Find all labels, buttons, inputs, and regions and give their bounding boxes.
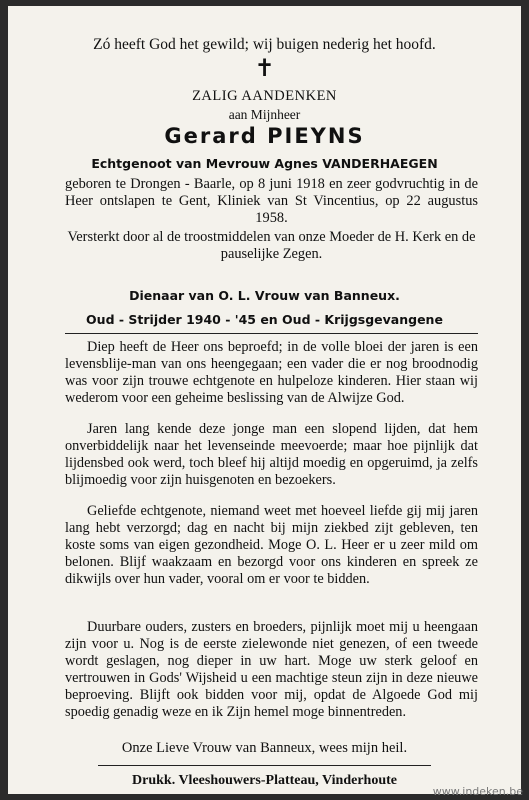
addressee-line: aan Mijnheer: [228, 107, 301, 122]
sacraments-text: Versterkt door al de troostmiddelen van onze Moeder de H. Kerk en de pauselijke Zegen.: [67, 229, 476, 262]
header-quote: Zó heeft God het gewild; wij buigen nederig het hoofd.: [93, 36, 436, 53]
paragraph-2: Jaren lang kende deze jonge man een slopend lijden, dat hem onverbiddelijk naar het levenseinde meevoerde; maar hoe pijnlijk dat lijdensbed ook werd, toch bleef hij altijd moedig en opgeruimd, ja zelfs blijmoedig voor zijn huisgenoten en bezoekers.: [65, 421, 478, 488]
deceased-name: Gerard PIEYNS: [164, 124, 365, 148]
paragraph-4: Duurbare ouders, zusters en broeders, pijnlijk moet mij u heengaan zijn voor u. Nog is de eerste zielewonde niet genezen, of een tweede wordt geslagen, nog dieper in uw hart. Moge uw sterk geloof en vertrouwen in Gods' Wijsheid u een machtige steun zijn in deze nieuwe beproeving. Blijft ook bidden voor mij, opdat de Algoede God mij spoedig genadig weze en ik Zijn hemel moge binnentreden.: [65, 619, 478, 720]
veteran-title: Oud - Strijder 1940 - '45 en Oud - Krijgsgevangene: [86, 312, 443, 327]
memorial-heading: ZALIG AANDENKEN: [192, 88, 337, 104]
paragraph-1: Diep heeft de Heer ons beproefd; in de volle bloei der jaren is een levensblije-man van ons heengegaan; een vader die er nog broodnodig was voor zijn trouwe echtgenote en hulpeloze kinderen. Hier staan wij wederom voor een geheime beslissing van de Alwijze God.: [65, 339, 478, 406]
paragraph-3: Geliefde echtgenote, niemand weet met hoeveel liefde gij mij jaren lang hebt verzorgd; dag en nacht bij mijn ziekbed zijt gebleven, ten koste soms van eigen gezondheid. Moge O. L. Heer er u zeer mild om belonen. Blijf waakzaam en bezorgd voor ons kinderen en spreek ze dikwijls over hun vader, vooral om er voor te bidden.: [65, 503, 478, 587]
watermark-text: www.indeken.be: [432, 785, 523, 798]
birth-death-text: geboren te Drongen - Baarle, op 8 juni 1918 en zeer godvruchtig in de Heer ontslapen te Gent, Kliniek van St Vincentius, op 22 augustus 1958.: [65, 176, 478, 226]
printer-credit: Drukk. Vleeshouwers-Platteau, Vinderhoute: [132, 773, 397, 788]
closing-prayer: Onze Lieve Vrouw van Banneux, wees mijn heil.: [121, 740, 408, 756]
servant-title: Dienaar van O. L. Vrouw van Banneux.: [129, 288, 400, 303]
cross-icon: ✝: [254, 56, 275, 82]
memorial-card: [8, 6, 521, 794]
spouse-line: Echtgenoot van Mevrouw Agnes VANDERHAEGEN: [91, 156, 438, 171]
bottom-divider: [98, 765, 431, 766]
top-divider: [65, 333, 478, 334]
